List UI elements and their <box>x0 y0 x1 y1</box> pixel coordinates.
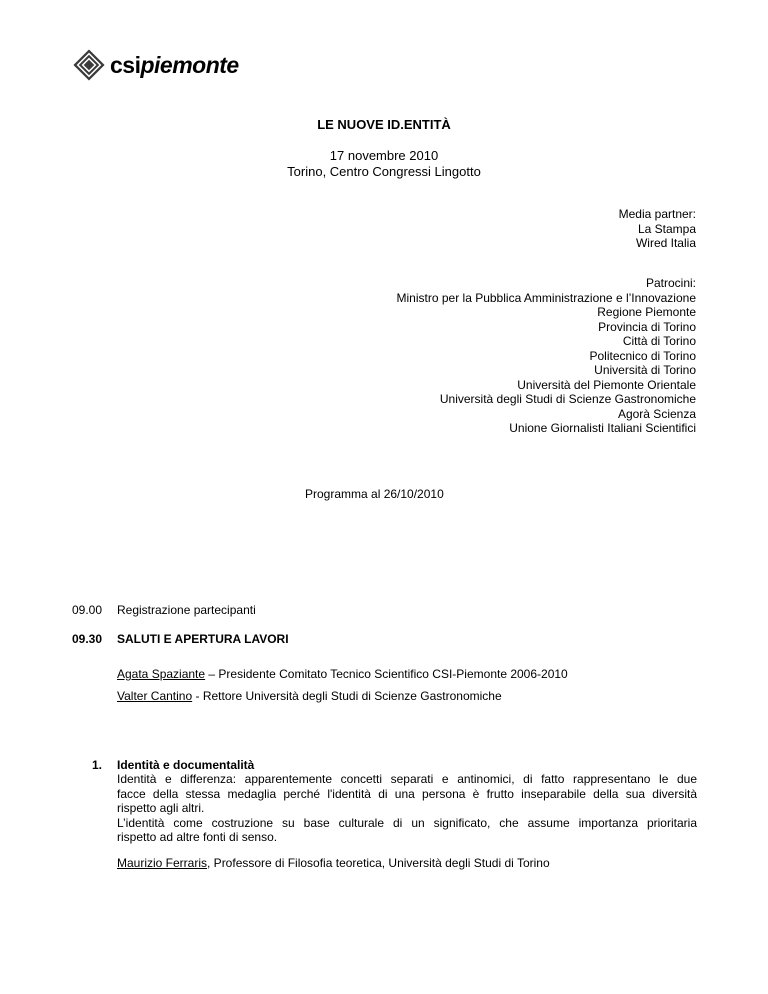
event-date: 17 novembre 2010 <box>329 148 439 163</box>
speaker-line <box>117 689 502 703</box>
patrocinio-item: Ministro per la Pubblica Amministrazione e l’Innovazione <box>396 290 696 305</box>
patrocinio-item: Città di Torino <box>622 334 696 348</box>
speaker-line <box>117 856 550 870</box>
patrocinio-item: Regione Piemonte <box>597 305 696 319</box>
speaker-role: – Presidente Comitato Tecnico Scientifico CSI-Piemonte 2006-2010 <box>205 667 568 681</box>
section-number: 1. <box>92 758 103 772</box>
logo-prefix: csi <box>110 51 141 78</box>
media-partner-item: Wired Italia <box>635 236 696 250</box>
description-line: L’identità come costruzione su base culturale di un significato, che assume importanza prioritaria <box>117 815 697 830</box>
section-heading: Identità e documentalità <box>117 758 255 772</box>
section-description <box>117 772 697 845</box>
speaker-name: Agata Spaziante <box>117 667 206 681</box>
schedule-label: SALUTI E APERTURA LAVORI <box>117 632 289 646</box>
patrocini-heading: Patrocini: <box>645 276 696 290</box>
schedule-time: 09.00 <box>72 603 103 617</box>
speaker-name: Maurizio Ferraris <box>117 856 208 870</box>
media-partner-block <box>619 207 696 251</box>
speaker-role: , Professore di Filosofia teoretica, Università degli Studi di Torino <box>207 856 550 870</box>
logo-wordmark <box>110 52 239 79</box>
schedule-label: Registrazione partecipanti <box>117 603 256 617</box>
description-line: Identità e differenza: apparentemente concetti separati e antinomici, di fatto rappresentano le due <box>117 772 697 786</box>
patrocinio-item: Politecnico di Torino <box>589 348 696 363</box>
patrocinio-item: Università del Piemonte Orientale <box>517 377 696 392</box>
patrocinio-item: Provincia di Torino <box>598 319 696 334</box>
schedule-time: 09.30 <box>72 632 103 646</box>
speaker-role: - Rettore Università degli Studi di Scienze Gastronomiche <box>192 689 502 703</box>
description-line: rispetto agli altri. <box>117 801 205 815</box>
document-title: LE NUOVE ID.ENTITÀ <box>317 117 451 132</box>
media-partner-item: La Stampa <box>637 221 696 236</box>
media-partner-heading: Media partner: <box>618 207 696 221</box>
logo-suffix: piemonte <box>140 51 239 78</box>
description-line: rispetto ad altre fonti di senso. <box>117 830 278 844</box>
description-line: facce della stessa medaglia perché l'identità di una persona è frutto inseparabile della sua diversità <box>117 786 697 801</box>
patrocinio-item: Università degli Studi di Scienze Gastronomiche <box>439 392 696 406</box>
patrocinio-item: Università di Torino <box>594 363 696 377</box>
csi-piemonte-logo <box>72 48 239 82</box>
patrocini-block <box>397 276 696 436</box>
speaker-line <box>117 667 568 681</box>
patrocinio-item: Unione Giornalisti Italiani Scientifici <box>509 421 696 435</box>
speaker-name: Valter Cantino <box>117 689 193 703</box>
event-venue: Torino, Centro Congressi Lingotto <box>287 164 481 179</box>
patrocinio-item: Agorà Scienza <box>617 406 696 421</box>
programma-date: Programma al 26/10/2010 <box>305 487 444 501</box>
logo-diamond-icon <box>72 48 106 82</box>
